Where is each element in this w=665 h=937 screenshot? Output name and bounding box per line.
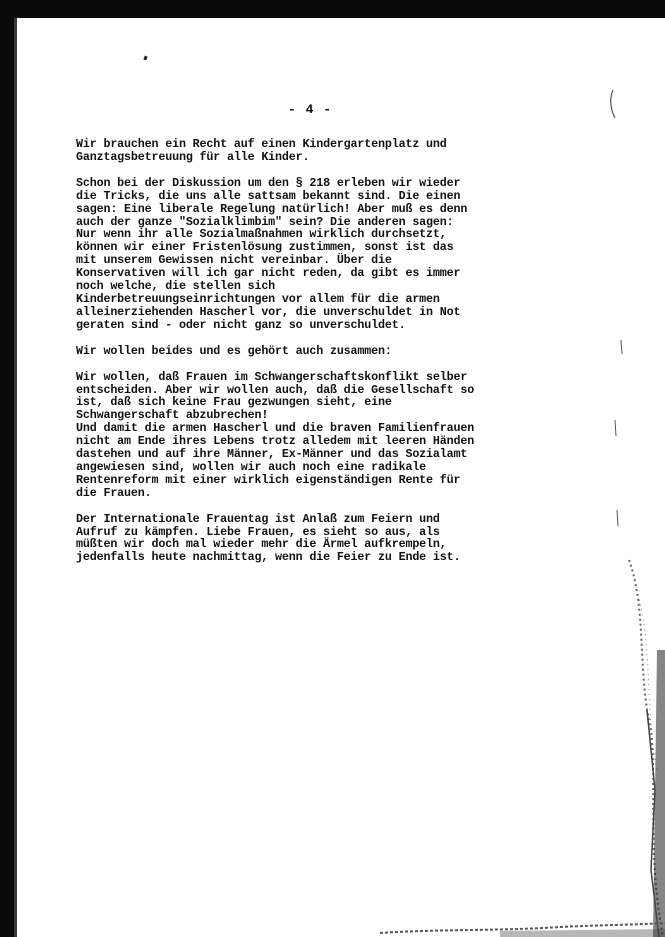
letter-body	[76, 138, 496, 577]
scan-speck	[143, 56, 147, 61]
page-number: - 4 -	[288, 102, 333, 117]
scan-border-top	[0, 0, 665, 18]
paragraph-paragraph-218: Schon bei der Diskussion um den § 218 erleben wir wieder die Tricks, die uns alle sattsam bekannt sind. Die einen sagen: Eine liberale Regelung natürlich! Aber muß es denn auch der ganze "Sozialklimbim" sein? Die anderen sagen: Nur wenn ihr alle Sozialmaßnahmen wirklich durchsetzt, können wir einer Fristenlösung zustimmen, sonst ist das mit unserem Gewissen nicht vereinbar. Über die Konservativen will ich gar nicht reden, da gibt es immer noch welche, die stellen sich Kinderbetreuungseinrichtungen vor allem für die armen alleinerziehenden Hascherl vor, die unverschuldet in Not geraten sind - oder nicht ganz so unverschuldet.	[76, 175, 468, 332]
scan-noise-bottom-edge	[380, 919, 665, 937]
paragraph-kindergarten: Wir brauchen ein Recht auf einen Kindergartenplatz und Ganztagsbetreuung für alle Kinder.	[76, 137, 447, 164]
scan-border-left	[0, 0, 14, 937]
scan-border-left-shadow	[14, 18, 17, 937]
paragraph-beides: Wir wollen beides und es gehört auch zusammen:	[76, 343, 392, 358]
paragraph-frauentag: Der Internationale Frauentag ist Anlaß zum Feiern und Aufruf zu kämpfen. Liebe Frauen, es sieht so aus, als müßten wir doch mal wieder mehr die Ärmel aufkrempeln, jedenfalls heute nachmittag, wenn die Feier zu Ende ist.	[76, 511, 461, 565]
paragraph-rentenreform: Und damit die armen Hascherl und die braven Familienfrauen nicht am Ende ihres Lebens trotz alledem mit leeren Händen dastehen und auf ihre Männer, Ex-Männer und das Sozialamt angewiesen sind, wollen wir auch noch eine radikale Rentenreform mit einer wirklich eigenständigen Rente für die Frauen.	[76, 421, 475, 500]
paragraph-schwangerschaftskonflikt: Wir wollen, daß Frauen im Schwangerschaftskonflikt selber entscheiden. Aber wir wollen auch, daß die Gesellschaft so ist, daß sich keine Frau gezwungen sieht, eine Schwangerschaft abzubrechen!	[76, 369, 475, 423]
scan-noise-right-edge	[607, 90, 665, 937]
